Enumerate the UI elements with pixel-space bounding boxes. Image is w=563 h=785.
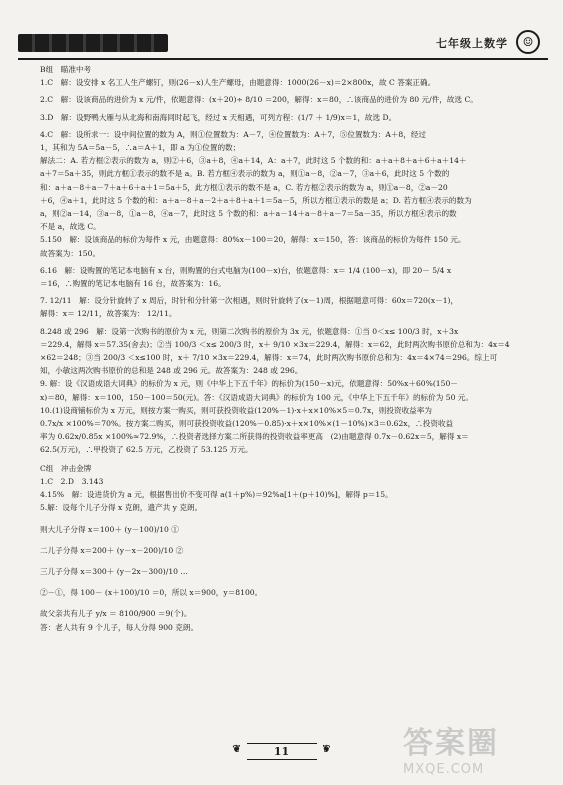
equation-line: 则大儿子分得 x＝100＋ (y－100)/10 ①: [40, 524, 179, 534]
answer-line: 1.C 2.D 3.143: [40, 476, 104, 486]
answer-line: 率为 0.62x/0.85x ×100%≈72.9%，∴投资者选择方案二所获得的投资收益率更高 (2)由题意得 0.7x－0.62x＝5，解得 x＝: [40, 432, 469, 442]
answer-line: 4.C 解：设所求一：设中间位置的数为 A，则①位置数为：A－7，④位置数为：A＋7，⑤位置数为：A＋8，经过: [40, 129, 427, 139]
answer-line: 1，其和为 5A＝5a－5，∴a＝A＋1，即 a 为①位置的数；: [40, 143, 241, 153]
answer-line: 2.C 解：设该商品的进价为 x 元/件，依题意得：(x＋20)÷ 8/10 ＝200，解得：x＝80，∴该商品的进价为 80 元/件，故选 C。: [40, 95, 478, 105]
answer-line: 不是 a，故选 C。: [40, 222, 101, 232]
answer-line: a，则②a－14，③a－8，①a－8，④a－7，此时这 5 个数的和：a＋a－14＋a－8＋a－7＝5a－35，所以方框④表示的数: [40, 209, 457, 219]
equation-line: 故父亲共有儿子 y/x ＝ 8100/900 ＝9(个)。: [40, 609, 192, 619]
answer-line: 4.15% 解：设进货价为 a 元，根据售出价不变可得 a(1＋p%)＝92%a[1＋(p＋10)%]，解得 p＝15。: [40, 490, 393, 500]
section-heading-c: C组 冲击金牌: [40, 463, 92, 473]
page-header: [18, 30, 548, 56]
section-heading-b: B组 瞄准中考: [40, 65, 92, 74]
answer-line: 10.(1)设商铺标价为 x 万元，则按方案一购买，则可获投资收益(120%－1)·x＋x×10%×5＝0.7x，则投资收益率为: [40, 405, 432, 415]
answer-content: [40, 62, 540, 634]
equation-line: 二儿子分得 x＝200＋ (y－x－200)/10 ②: [40, 545, 184, 555]
watermark: [403, 718, 543, 778]
answer-line: x)＝80，解得：x＝100，150－100＝50(元)。答：《汉语成语大词典》的标价为 100 元，《中华上下五千年》的标价为 50 元。: [40, 392, 473, 402]
answer-line: 62.5(万元)，∴甲投资了 62.5 万元，乙投资了 53.125 万元。: [40, 445, 253, 455]
watermark-text: 答案圈: [403, 726, 499, 761]
equation-line: 三儿子分得 x＝300＋ (y－2x－300)/10 …: [40, 566, 188, 576]
smiley-logo-icon: ☺: [516, 30, 540, 54]
answer-line: 知，小敏这两次购书原价的总和是 248 或 296 元。故答案为：248 或 296。: [40, 366, 303, 376]
header-banner: [18, 34, 168, 52]
answer-line: ＝229.4，解得 x＝57.35(舍去)；②当 100/3 ＜x≤ 200/3 时，x＋ 9/10 ×3x＝229.4，解得：x＝62，此时两次购书原价总和为：4x＝4: [40, 339, 510, 349]
answer-line: ＋6，④a＋1，此时这 5 个数的和：a＋a－8＋a－2＋a＋8＋a＋1＝5a－5，所以方框①表示的数是 a；D. 若方框④表示的数为: [40, 195, 472, 205]
answer-line: 解法二：A. 若方框②表示的数为 a，则②＋6，③a＋8，④a＋14，A：a＋7，此时这 5 个数的和：a＋a＋8＋a＋6＋a＋14＋: [40, 156, 467, 166]
watermark-url: MXQE.COM: [403, 762, 485, 777]
answer-line: 5.150 解：设该商品的标价为每件 x 元，由题意得：80%x－100＝20，解得：x＝150，答：该商品的标价为每件 150 元。: [40, 235, 466, 245]
answer-line: 8.248 或 296 解：设第一次购书的原价为 x 元，则第二次购书的原价为 3x 元，依题意得：①当 0＜x≤ 100/3 时，x＋3x: [40, 326, 459, 336]
answer-line: 答：老人共有 9 个儿子，每人分得 900 克朗。: [40, 622, 199, 632]
answer-line: 9. 解：设《汉语成语大词典》的标价为 x 元，则《中华上下五千年》的标价为(150－x)元，依题意得：50%x＋60%(150－: [40, 379, 458, 389]
answer-line: ＝16，∴购置的笔记本电脑有 16 台，故答案为：16。: [40, 279, 226, 289]
page-number: ❦ 11 ❦: [247, 743, 317, 760]
equation-line: ②－①，得 100－ (x＋100)/10 ＝0，所以 x＝900，y＝8100。: [40, 588, 263, 598]
answer-line: 7. 12/11 解：设分针旋转了 x 周后，时针和分针第一次相遇，则时针旋转了(x－1)周，根据题意可得：60x＝720(x－1)，: [40, 296, 459, 306]
answer-line: 6.16 解：设购置的笔记本电脑有 x 台，则购置的台式电脑为(100－x)台，依题意得：x＝ 1/4 (100－x)，即 20－ 5/4 x: [40, 265, 452, 275]
answer-line: 解得：x＝ 12/11，故答案为： 12/11。: [40, 309, 177, 319]
answer-line: 和：a＋a－8＋a－7＋a＋6＋a＋1＝5a＋5，此方框①表示的数不是 a，C. 若方框②表示的数为 a，则①a－8，②a－20: [40, 182, 448, 192]
answer-line: a＋7＝5a＋35，则此方框①表示的数不是 a。B. 若方框④表示的数为 a，则①a－8，②a－7，③a＋6，此时这 5 个数的: [40, 169, 450, 179]
header-rule: [18, 58, 548, 60]
answer-line: ×62＝248；③当 200/3 ＜x≤100 时，x＋ 7/10 ×3x＝229.4，解得：x＝74，此时两次购书原价总和为：4x＝4×74＝296。综上可: [40, 353, 498, 363]
answer-line: 3.D 解：设野鸭大雁与从北海和南海同时起飞，经过 x 天相遇，可列方程：(1/7 ＋ 1/9)x＝1，故选 D。: [40, 112, 397, 122]
header-title: 七年级上数学: [436, 37, 508, 50]
answer-line: 0.7x/x ×100%＝70%。按方案二购买，则可获投资收益(120%－0.85)·x＋x×10%×(1－10%)×3＝0.62x，∴投资收益: [40, 419, 454, 429]
answer-line: 5.解：设每个儿子分得 x 克朗，遗产共 y 克朗。: [40, 503, 203, 513]
answer-line: 1.C 解：设安排 x 名工人生产螺钉，则(26－x)人生产螺母，由题意得：1000(26－x)＝2×800x，故 C 答案正确。: [40, 78, 436, 88]
answer-line: 故答案为：150。: [40, 248, 101, 258]
